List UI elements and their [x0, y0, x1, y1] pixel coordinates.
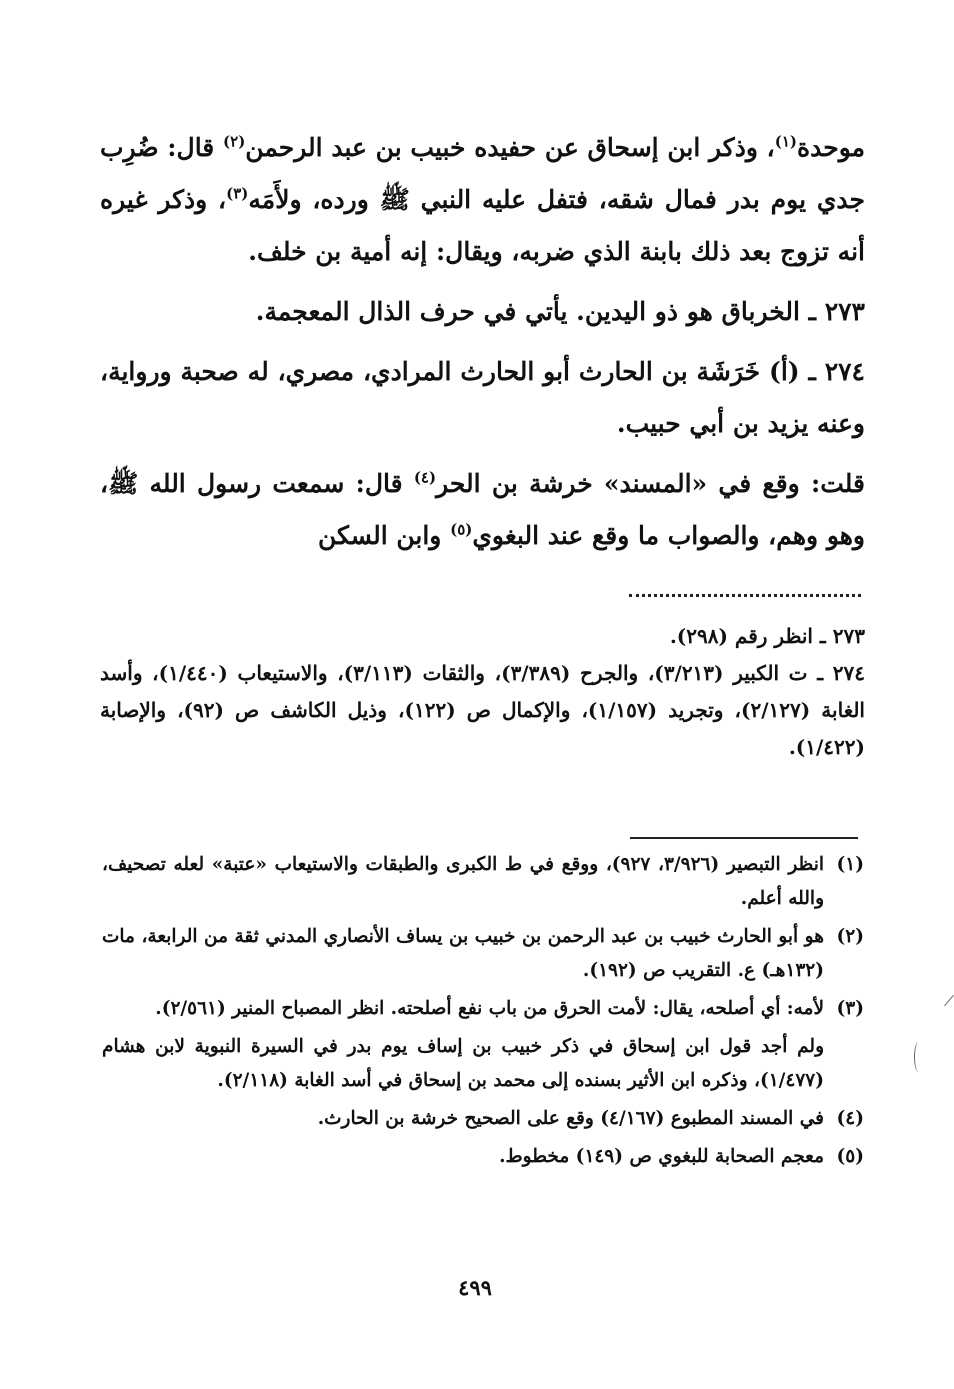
main-body-text [100, 122, 865, 562]
footnote-text: انظر التبصير (٣/٩٢٦، ٩٢٧)، ووقع في ط الكبرى والطبقات والاستيعاب «عتبة» لعله تصحيف، والله أعلم. [102, 854, 824, 909]
footnote-3 [102, 992, 864, 1026]
source-note-274: ٢٧٤ ـ ت الكبير (٣/٢١٣)، والجرح (٣/٣٨٩)، والثقات (٣/١١٣)، والاستيعاب (١/٤٤٠)، وأسد الغابة (٢/١٢٧)، وتجريد (١/١٥٧)، والإكمال ص (١٢٢)، وذيل الكاشف ص (٩٢)، والإصابة (١/٤٢٢). [100, 661, 865, 759]
scan-artifact [914, 1042, 923, 1072]
scan-artifact [944, 995, 954, 1006]
footnote-number: (٤) [836, 1108, 864, 1129]
footnote-number: (٢) [836, 926, 864, 947]
footnote-text: لأمه: أي أصلحه، يقال: لأمت الحرق من باب نفع أصلحته. انظر المصباح المنير (٢/٥٦١). [155, 998, 824, 1019]
text-run: قال: ضُرِب جدي يوم بدر فمال شقه، فتفل عليه النبي ﷺ ورده، ولأَمَه [100, 133, 865, 214]
footnote-separator [630, 837, 858, 839]
footnote-number: (٥) [836, 1146, 864, 1167]
footnote-ref-5: (٥) [450, 520, 473, 539]
dotted-separator [629, 594, 861, 597]
text-run: ، وذكر غيره أنه تزوج بعد ذلك بابنة الذي ضربه، ويقال: إنه أمية بن خلف. [100, 185, 865, 266]
footnote-ref-1: (١) [774, 132, 798, 151]
footnote-ref-3: (٣) [226, 184, 249, 203]
footnotes [102, 848, 864, 1178]
source-notes [100, 618, 865, 766]
footnote-text: في المسند المطبوع (٤/١٦٧) وقع على الصحيح خرشة بن الحارث. [317, 1108, 824, 1129]
entry-273: ٢٧٣ ـ الخرباق هو ذو اليدين. يأتي في حرف الذال المعجمة. [255, 297, 865, 326]
footnote-4 [102, 1102, 864, 1136]
footnote-ref-2: (٢) [223, 132, 246, 151]
source-note-273: ٢٧٣ ـ انظر رقم (٢٩٨). [669, 624, 865, 648]
text-run: قال: سمعت رسول الله ﷺ، وهو وهم، والصواب ما وقع عند البغوي [100, 469, 865, 550]
footnote-ref-4: (٤) [413, 468, 437, 487]
footnote-1 [102, 848, 864, 916]
text-run: موحدة [797, 133, 865, 162]
footnote-2 [102, 920, 864, 988]
paragraph-khubaib [100, 122, 865, 278]
footnote-3-continuation: ولم أجد قول ابن إسحاق في ذكر خبيب بن إساف يوم بدر في السيرة النبوية لابن هشام (١/٤٧٧)، وذكره ابن الأثير بسنده إلى محمد بن إسحاق في أسد الغابة (٢/١١٨). [102, 1036, 824, 1091]
text-run: وابن السكن [317, 521, 451, 550]
footnote-number: (١) [836, 854, 864, 875]
footnote-number: (٣) [836, 998, 864, 1019]
page-number: ٤٩٩ [458, 1275, 492, 1300]
entry-274: ٢٧٤ ـ (أ) خَرَشَة بن الحارث أبو الحارث المرادي، مصري، له صحبة ورواية، وعنه يزيد بن أبي حبيب. [100, 357, 865, 438]
paragraph-comment [100, 458, 865, 562]
footnote-text: هو أبو الحارث خبيب بن عبد الرحمن بن خبيب بن يساف الأنصاري المدني ثقة من الرابعة، مات (١٣٢هـ) ع. التقريب ص (١٩٢). [102, 926, 824, 981]
footnote-5 [102, 1140, 864, 1174]
text-run: قلت: وقع في «المسند» خرشة بن الحر [436, 469, 865, 498]
footnote-text: معجم الصحابة للبغوي ص (١٤٩) مخطوط. [499, 1146, 824, 1167]
text-run: ، وذكر ابن إسحاق عن حفيده خبيب بن عبد الرحمن [245, 133, 775, 162]
